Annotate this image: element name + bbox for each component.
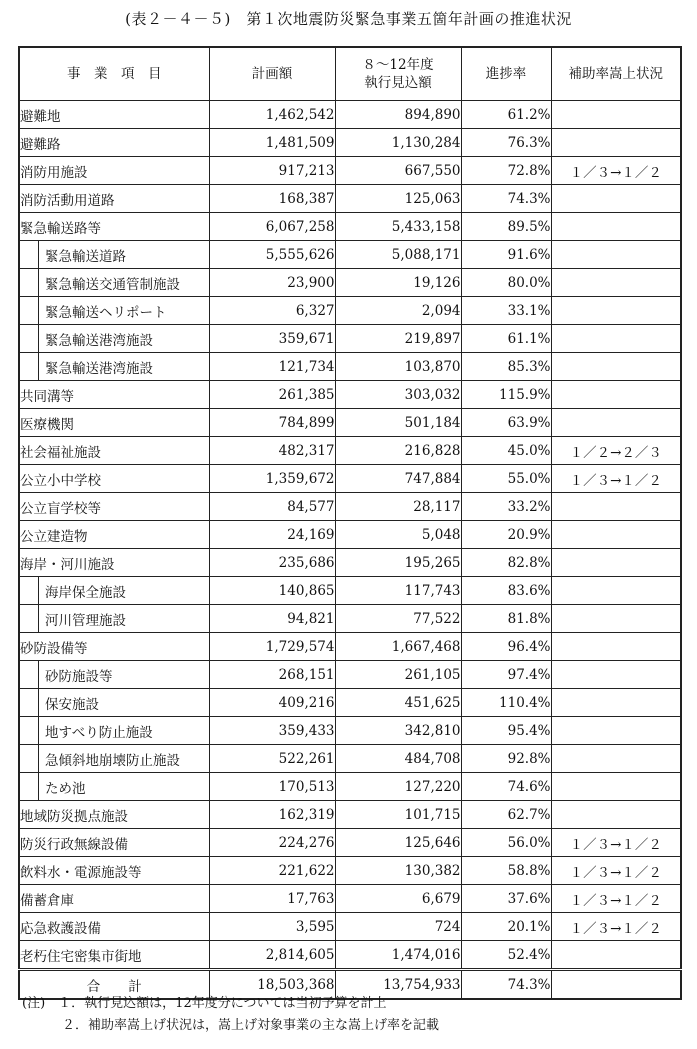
row-plan-amount: 522,261 [209,745,335,773]
table-row [19,269,681,297]
row-subsidy-status [551,269,681,297]
table-row [19,633,681,661]
row-exec-amount: 125,646 [335,829,461,857]
row-plan-amount: 917,213 [209,157,335,185]
sub-item-indent [20,605,39,632]
row-progress-rate: 55.0% [461,465,551,493]
total-subsidy-status [551,970,681,1000]
row-exec-amount: 667,550 [335,157,461,185]
sub-item-wrap [20,745,209,772]
sub-item-label: 緊急輸送交通管制施設 [45,276,180,293]
sub-item-indent [20,297,39,324]
row-subsidy-status [551,773,681,801]
table-row [19,717,681,745]
row-plan-amount: 170,513 [209,773,335,801]
row-item-name [19,269,209,297]
row-subsidy-status [551,101,681,129]
progress-table [18,46,682,1000]
sub-item-label: 緊急輸送ヘリポート [45,304,167,321]
row-item-name: 地域防災拠点施設 [19,801,209,829]
row-exec-amount: 261,105 [335,661,461,689]
note-label: (注) [22,996,46,1011]
row-plan-amount: 24,169 [209,521,335,549]
row-exec-amount: 125,063 [335,185,461,213]
sub-item-wrap [20,241,209,268]
row-exec-amount: 103,870 [335,353,461,381]
row-item-name [19,605,209,633]
row-exec-amount: 19,126 [335,269,461,297]
row-subsidy-status [551,297,681,325]
row-subsidy-status [551,745,681,773]
header-exec-line1: ８～12年度 [362,57,434,73]
row-item-name [19,577,209,605]
row-subsidy-status: １／３→１／２ [551,913,681,941]
row-item-name: 緊急輸送路等 [19,213,209,241]
row-progress-rate: 56.0% [461,829,551,857]
sub-item-wrap [20,325,209,352]
row-plan-amount: 261,385 [209,381,335,409]
sub-item-indent [20,717,39,744]
note-line-2: ２．補助率嵩上げ状況は，嵩上げ対象事業の主な嵩上げ率を記載 [62,1018,440,1033]
row-item-name: 公立小中学校 [19,465,209,493]
sub-item-label: 河川管理施設 [45,612,126,629]
row-progress-rate: 82.8% [461,549,551,577]
table-row [19,465,681,493]
row-item-name: 防災行政無線設備 [19,829,209,857]
row-item-name: 公立盲学校等 [19,493,209,521]
header-plan: 計画額 [209,47,335,101]
sub-item-indent [20,353,39,380]
row-progress-rate: 97.4% [461,661,551,689]
row-exec-amount: 101,715 [335,801,461,829]
row-subsidy-status [551,549,681,577]
row-item-name [19,297,209,325]
row-plan-amount: 1,729,574 [209,633,335,661]
row-item-name [19,717,209,745]
table-row [19,409,681,437]
row-plan-amount: 94,821 [209,605,335,633]
table-row [19,157,681,185]
row-subsidy-status [551,213,681,241]
table-row [19,913,681,941]
row-subsidy-status [551,409,681,437]
row-subsidy-status [551,521,681,549]
row-item-name: 老朽住宅密集市街地 [19,941,209,970]
row-plan-amount: 784,899 [209,409,335,437]
row-plan-amount: 121,734 [209,353,335,381]
sub-item-indent [20,241,39,268]
table-row [19,521,681,549]
row-item-name: 避難地 [19,101,209,129]
row-progress-rate: 92.8% [461,745,551,773]
table-row [19,885,681,913]
row-progress-rate: 81.8% [461,605,551,633]
sub-item-indent [20,773,39,800]
row-exec-amount: 747,884 [335,465,461,493]
row-plan-amount: 409,216 [209,689,335,717]
table-row [19,353,681,381]
sub-item-label: 急傾斜地崩壊防止施設 [45,752,180,769]
row-exec-amount: 216,828 [335,437,461,465]
table-row [19,549,681,577]
sub-item-wrap [20,269,209,296]
row-subsidy-status [551,941,681,970]
row-progress-rate: 110.4% [461,689,551,717]
row-plan-amount: 268,151 [209,661,335,689]
row-progress-rate: 20.1% [461,913,551,941]
row-item-name: 飲料水・電源施設等 [19,857,209,885]
row-subsidy-status: １／３→１／２ [551,465,681,493]
table-row [19,857,681,885]
row-progress-rate: 83.6% [461,577,551,605]
row-item-name: 応急救護設備 [19,913,209,941]
row-plan-amount: 2,814,605 [209,941,335,970]
row-plan-amount: 84,577 [209,493,335,521]
row-exec-amount: 195,265 [335,549,461,577]
row-exec-amount: 6,679 [335,885,461,913]
row-progress-rate: 80.0% [461,269,551,297]
row-progress-rate: 37.6% [461,885,551,913]
sub-item-label: 緊急輸送港湾施設 [45,360,153,377]
row-subsidy-status [551,633,681,661]
table-row [19,101,681,129]
note-text-1: １．執行見込額は，12年度分については当初予算を計上 [58,996,387,1011]
row-exec-amount: 303,032 [335,381,461,409]
sub-item-wrap [20,605,209,632]
table-row [19,605,681,633]
row-exec-amount: 2,094 [335,297,461,325]
row-item-name: 消防活動用道路 [19,185,209,213]
row-progress-rate: 72.8% [461,157,551,185]
row-exec-amount: 28,117 [335,493,461,521]
row-progress-rate: 89.5% [461,213,551,241]
table-row [19,493,681,521]
row-item-name [19,773,209,801]
row-progress-rate: 85.3% [461,353,551,381]
table-row [19,213,681,241]
row-plan-amount: 482,317 [209,437,335,465]
sub-item-wrap [20,577,209,604]
row-exec-amount: 219,897 [335,325,461,353]
sub-item-wrap [20,773,209,800]
row-plan-amount: 235,686 [209,549,335,577]
sub-item-indent [20,745,39,772]
row-plan-amount: 17,763 [209,885,335,913]
header-item: 事 業 項 目 [19,47,209,101]
row-plan-amount: 3,595 [209,913,335,941]
row-plan-amount: 359,671 [209,325,335,353]
row-exec-amount: 501,184 [335,409,461,437]
row-progress-rate: 62.7% [461,801,551,829]
sub-item-wrap [20,717,209,744]
row-progress-rate: 115.9% [461,381,551,409]
row-item-name: 備蓄倉庫 [19,885,209,913]
sub-item-indent [20,661,39,688]
row-subsidy-status [551,801,681,829]
table-body [19,101,681,1000]
row-plan-amount: 6,067,258 [209,213,335,241]
table-title: (表２－４－５) 第１次地震防災緊急事業五箇年計画の推進状況 [125,10,572,28]
sub-item-wrap [20,661,209,688]
row-progress-rate: 52.4% [461,941,551,970]
total-progress-rate: 74.3% [461,970,551,1000]
row-plan-amount: 162,319 [209,801,335,829]
row-plan-amount: 1,481,509 [209,129,335,157]
row-subsidy-status [551,689,681,717]
table-row [19,185,681,213]
note-line-1 [22,993,439,1015]
row-item-name: 海岸・河川施設 [19,549,209,577]
row-progress-rate: 74.3% [461,185,551,213]
row-subsidy-status [551,717,681,745]
row-item-name: 社会福祉施設 [19,437,209,465]
row-subsidy-status: １／３→１／２ [551,857,681,885]
sub-item-indent [20,325,39,352]
row-subsidy-status [551,185,681,213]
table-row [19,129,681,157]
row-subsidy-status [551,577,681,605]
table-row [19,801,681,829]
row-exec-amount: 130,382 [335,857,461,885]
total-plan-amount: 18,503,368 [209,970,335,1000]
row-exec-amount: 127,220 [335,773,461,801]
row-plan-amount: 1,359,672 [209,465,335,493]
sub-item-label: 海岸保全施設 [45,584,126,601]
header-exec-line2: 執行見込額 [364,75,432,91]
row-item-name: 公立建造物 [19,521,209,549]
table-row [19,829,681,857]
row-plan-amount: 6,327 [209,297,335,325]
table-row [19,577,681,605]
table-row [19,325,681,353]
row-progress-rate: 33.1% [461,297,551,325]
row-exec-amount: 77,522 [335,605,461,633]
row-subsidy-status: １／２→２／３ [551,437,681,465]
row-progress-rate: 95.4% [461,717,551,745]
row-item-name [19,745,209,773]
row-exec-amount: 1,474,016 [335,941,461,970]
row-exec-amount: 484,708 [335,745,461,773]
row-item-name [19,661,209,689]
row-progress-rate: 33.2% [461,493,551,521]
row-exec-amount: 894,890 [335,101,461,129]
table-row [19,773,681,801]
row-progress-rate: 20.9% [461,521,551,549]
row-exec-amount: 1,667,468 [335,633,461,661]
row-exec-amount: 451,625 [335,689,461,717]
row-subsidy-status [551,605,681,633]
row-plan-amount: 359,433 [209,717,335,745]
table-row [19,297,681,325]
header-subsidy: 補助率嵩上状況 [551,47,681,101]
row-item-name: 共同溝等 [19,381,209,409]
row-subsidy-status [551,661,681,689]
row-subsidy-status [551,493,681,521]
row-plan-amount: 23,900 [209,269,335,297]
table-row [19,745,681,773]
row-item-name [19,325,209,353]
row-plan-amount: 1,462,542 [209,101,335,129]
row-progress-rate: 61.2% [461,101,551,129]
row-plan-amount: 224,276 [209,829,335,857]
sub-item-label: 地すべり防止施設 [45,724,153,741]
row-progress-rate: 76.3% [461,129,551,157]
sub-item-wrap [20,297,209,324]
sub-item-indent [20,577,39,604]
header-exec [335,47,461,101]
total-label: 合計 [19,970,209,1000]
row-exec-amount: 5,048 [335,521,461,549]
sub-item-label: ため池 [45,780,86,797]
total-exec-amount: 13,754,933 [335,970,461,1000]
row-subsidy-status: １／３→１／２ [551,829,681,857]
sub-item-indent [20,269,39,296]
table-row [19,381,681,409]
row-item-name: 避難路 [19,129,209,157]
row-progress-rate: 63.9% [461,409,551,437]
table-row [19,689,681,717]
row-progress-rate: 45.0% [461,437,551,465]
row-progress-rate: 58.8% [461,857,551,885]
row-plan-amount: 5,555,626 [209,241,335,269]
row-subsidy-status [551,381,681,409]
row-item-name [19,241,209,269]
sub-item-wrap [20,353,209,380]
row-subsidy-status: １／３→１／２ [551,157,681,185]
sub-item-label: 砂防施設等 [45,668,113,685]
table-row [19,941,681,970]
sub-item-indent [20,689,39,716]
header-rate: 進捗率 [461,47,551,101]
row-progress-rate: 91.6% [461,241,551,269]
sub-item-label: 緊急輸送港湾施設 [45,332,153,349]
row-exec-amount: 724 [335,913,461,941]
row-exec-amount: 5,433,158 [335,213,461,241]
row-progress-rate: 74.6% [461,773,551,801]
row-exec-amount: 117,743 [335,577,461,605]
row-item-name: 消防用施設 [19,157,209,185]
sub-item-label: 保安施設 [45,696,99,713]
row-plan-amount: 221,622 [209,857,335,885]
row-item-name: 砂防設備等 [19,633,209,661]
row-plan-amount: 140,865 [209,577,335,605]
row-item-name [19,689,209,717]
header-row [19,47,681,101]
sub-item-wrap [20,689,209,716]
row-exec-amount: 5,088,171 [335,241,461,269]
row-exec-amount: 1,130,284 [335,129,461,157]
notes [22,993,439,1037]
table-row [19,241,681,269]
row-progress-rate: 61.1% [461,325,551,353]
row-subsidy-status [551,129,681,157]
row-item-name: 医療機関 [19,409,209,437]
sub-item-label: 緊急輸送道路 [45,248,126,265]
row-plan-amount: 168,387 [209,185,335,213]
table-row [19,661,681,689]
row-subsidy-status: １／３→１／２ [551,885,681,913]
row-item-name [19,353,209,381]
row-subsidy-status [551,241,681,269]
row-exec-amount: 342,810 [335,717,461,745]
table-row [19,437,681,465]
row-subsidy-status [551,353,681,381]
row-progress-rate: 96.4% [461,633,551,661]
row-subsidy-status [551,325,681,353]
